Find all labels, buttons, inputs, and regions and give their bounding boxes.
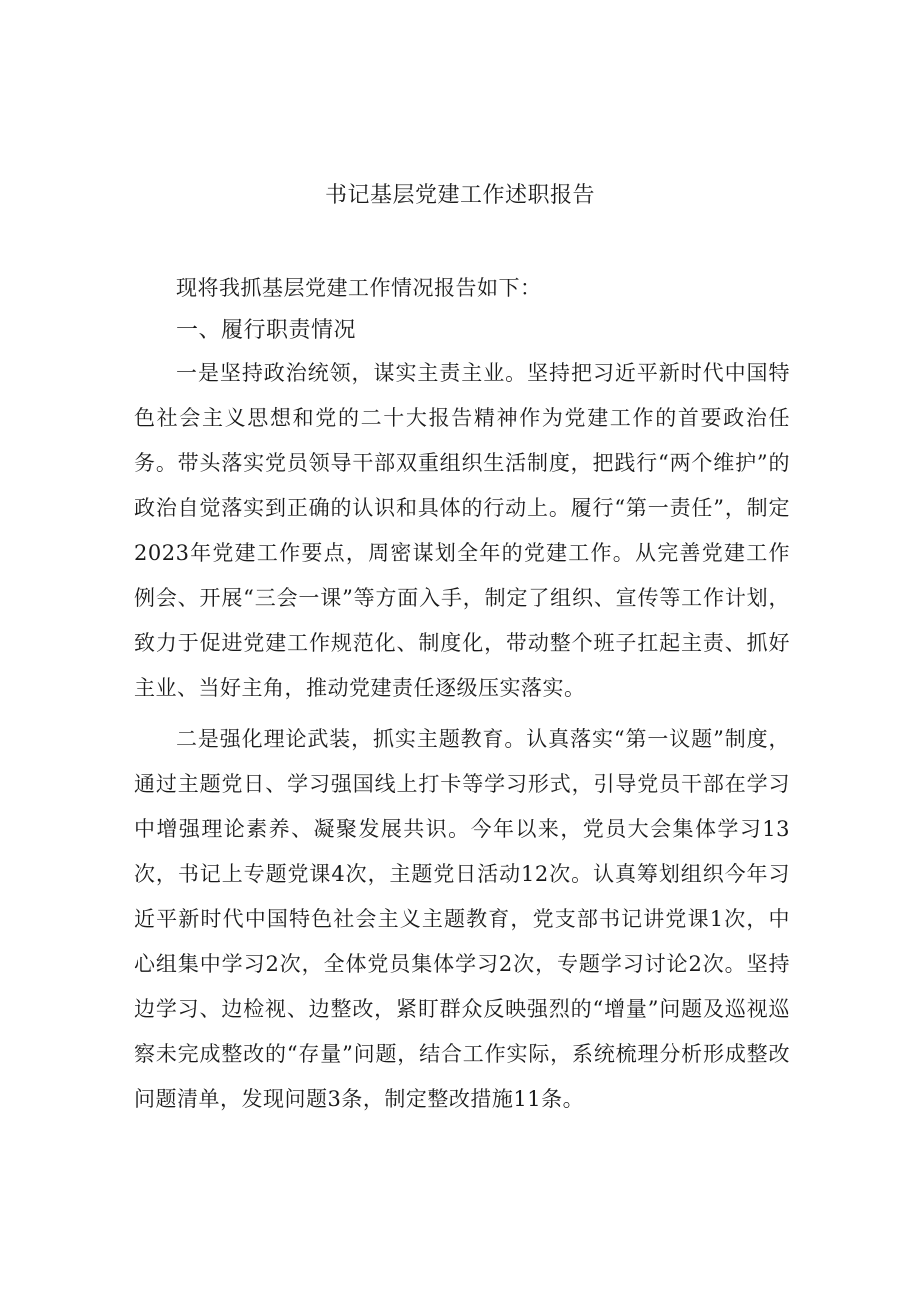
document-title: 书记基层党建工作述职报告 — [324, 183, 595, 208]
body-paragraph-1: 一是坚持政治统领，谋实主责主业。坚持把习近平新时代中国特色社会主义思想和党的二十大报告精神作为党建工作的首要政治任务。带头落实党员领导干部双重组织生活制度，把践行“两个维护”的政治自觉落实到正确的认识和具体的行动上。履行“第一责任”，制定2023年党建工作要点，周密谋划全年的党建工作。从完善党建工作例会、开展“三会一课”等方面入手，制定了组织、宣传等工作计划，致力于促进党建工作规范化、制度化，带动整个班子扛起主责、抓好主业、当好主角，推动党建责任逐级压实落实。 — [134, 361, 790, 700]
body-paragraph-2: 二是强化理论武装，抓实主题教育。认真落实“第一议题”制度，通过主题党日、学习强国线上打卡等学习形式，引导党员干部在学习中增强理论素养、凝聚发展共识。今年以来，党员大会集体学习13次，书记上专题党课4次，主题党日活动12次。认真筹划组织今年习近平新时代中国特色社会主义主题教育，党支部书记讲党课1次，中心组集中学习2次，全体党员集体学习2次，专题学习讨论2次。坚持边学习、边检视、边整改，紧盯群众反映强烈的“增量”问题及巡视巡察未完成整改的“存量”问题，结合工作实际，系统梳理分析形成整改问题清单，发现问题3条，制定整改措施11条。 — [134, 727, 790, 1111]
section-heading: 一、履行职责情况 — [176, 318, 357, 343]
intro-paragraph: 现将我抓基层党建工作情况报告如下： — [176, 276, 542, 300]
document-body — [134, 266, 790, 1122]
